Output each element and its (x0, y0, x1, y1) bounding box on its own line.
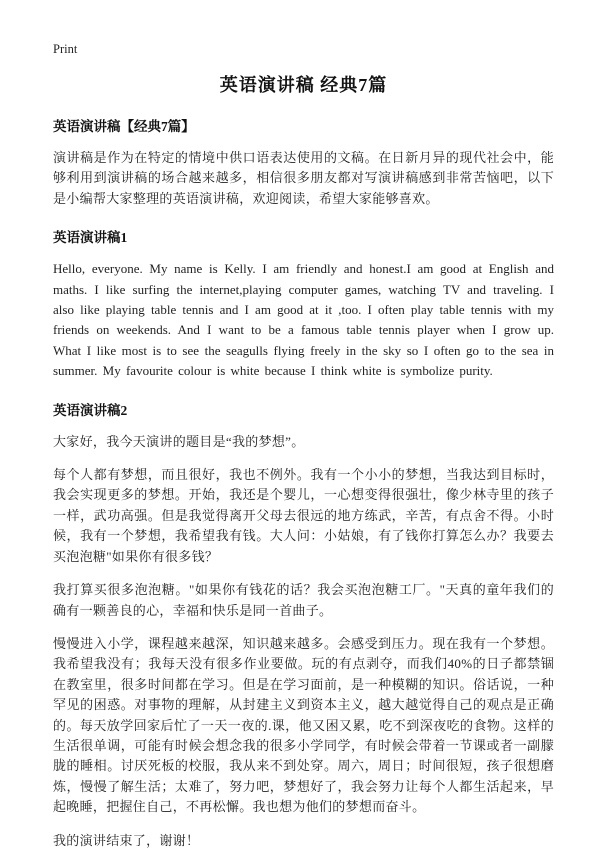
page-title: 英语演讲稿 经典7篇 (219, 75, 388, 95)
paragraph-speech2-closing: 我的演讲结束了，谢谢！ (53, 832, 200, 848)
paragraph-speech2-opening: 大家好，我今天演讲的题目是“我的梦想”。 (53, 433, 305, 449)
intro-paragraph: 演讲稿是作为在特定的情境中供口语表达使用的文稿。在日新月异的现代社会中，能够利用到演讲稿的场合越来越多，相信很多朋友都对写演讲稿感到非常苦恼吧，以下是小编帮大家整理的英语演讲稿，欢迎阅读，希望大家能够喜欢。 (53, 150, 554, 206)
paragraph-speech1: Hello, everyone. My name is Kelly. I am friendly and honest.I am good at English and maths. I like surfing the internet,playing computer games, watching TV and traveling. I also like playing table tennis and I am good at it ,too. I often play table tennis with my friends on weekends. And I want to be a famous table tennis player when I grow up. What I like most is to see the seagulls flying freely in the sky so I often go to the sea in summer. My favourite colour is white because I think white is symbolize purity. (53, 261, 554, 379)
print-link[interactable]: Print (53, 42, 78, 56)
section-heading-2: 英语演讲稿2 (53, 402, 128, 418)
paragraph-speech2-school: 慢慢进入小学，课程越来越深，知识越来越多。会感受到压力。现在我有一个梦想。我希望我没有；我每天没有很多作业要做。玩的有点剥夺，而我们40%的日子都禁锢在教室里，很多时间都在学习。但是在学习面前，是一种模糊的知识。俗话说，一种罕见的困惑。对事物的理解，从封建主义到资本主义，越大越觉得自己的观点是正确的。每天放学回家后忙了一天一夜的.课，他又困又累，吃不到深夜吃的食物。这样的生活很单调，可能有时候会想念我的很多小学同学，有时候会带着一节课或者一副朦胧的睡相。讨厌死板的校服，我从来不到处穿。周六，周日；时间很短，孩子很想磨炼，慢慢了解生活；太难了，努力吧，梦想好了，我会努力让每个人都生活起来，早起晚睡，把握住自己，不再松懈。我也想为他们的梦想而奋斗。 (53, 635, 554, 815)
section-heading-1: 英语演讲稿1 (53, 230, 128, 246)
document-subtitle: 英语演讲稿【经典7篇】 (53, 119, 195, 134)
paragraph-speech2-bubblegum: 我打算买很多泡泡糖。"如果你有钱花的话？我会买泡泡糖工厂。"天真的童年我们的确有一颗善良的心，幸福和快乐是同一首曲子。 (53, 582, 554, 618)
paragraph-speech2-dream: 每个人都有梦想，而且很好，我也不例外。我有一个小小的梦想，当我达到目标时，我会实现更多的梦想。开始，我还是个婴儿，一心想变得很强壮，像少林寺里的孩子一样，武功高强。但是我觉得离开父母去很远的地方练武，辛苦，有点舍不得。小时候，我有一个梦想，我希望我有钱。大人问：小姑娘，有了钱你打算怎么办？我要去买泡泡糖"如果你有很多钱？ (53, 467, 554, 564)
